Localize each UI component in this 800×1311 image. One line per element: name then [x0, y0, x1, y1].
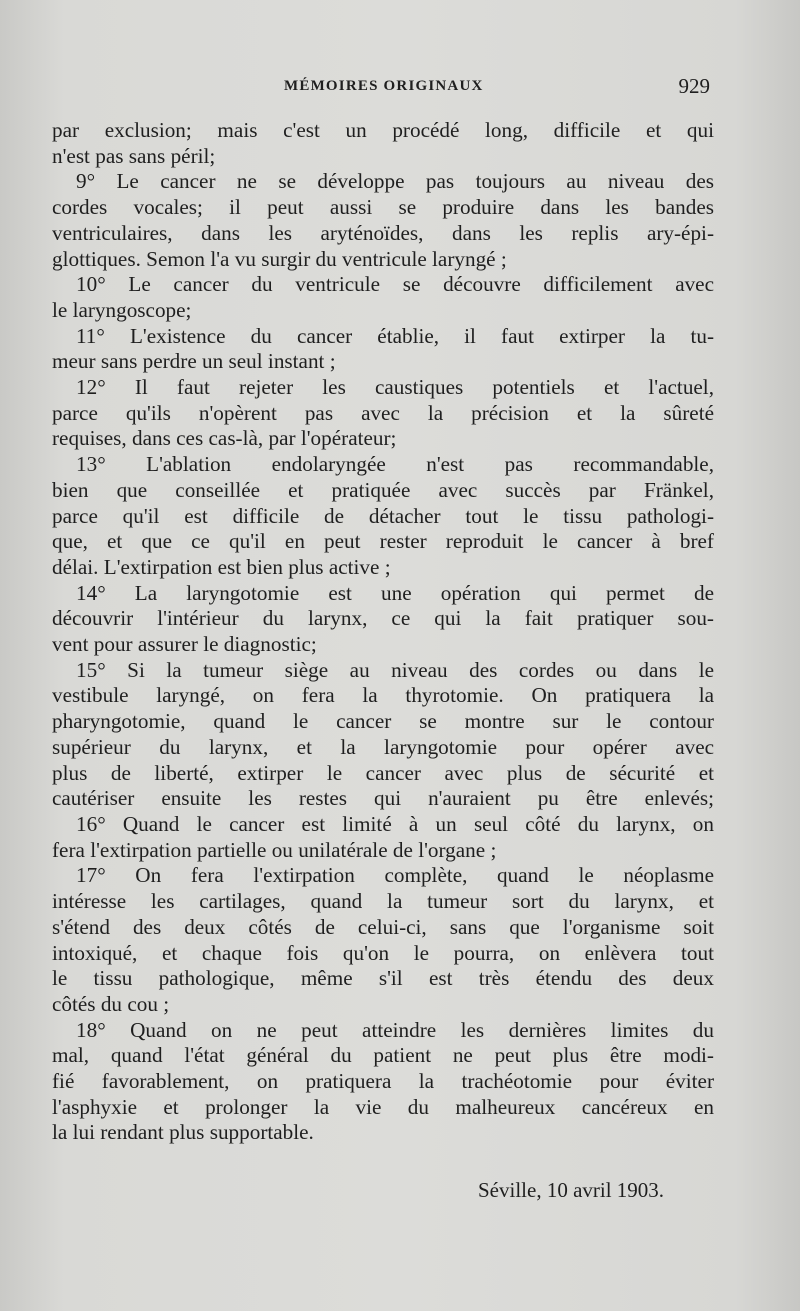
text-line: côtés du cou ;	[52, 991, 170, 1016]
text-line: par exclusion; mais c'est un procédé long, difficile et qui	[52, 118, 714, 142]
text-line: le tissu pathologique, même s'il est très étendu des deux	[52, 966, 714, 991]
text-line: le laryngoscope;	[52, 297, 192, 322]
text-line: 11° L'existence du cancer établie, il faut extirper la tu-	[76, 323, 714, 348]
text-line: découvrir l'intérieur du larynx, ce qui la fait pratiquer sou-	[52, 606, 714, 631]
text-line: glottiques. Semon l'a vu surgir du ventricule laryngé ;	[52, 246, 507, 271]
signature-date: Séville, 10 avril 1903.	[478, 1178, 665, 1202]
text-line: plus de liberté, extirper le cancer avec plus de sécurité et	[52, 760, 714, 785]
text-line: 9° Le cancer ne se développe pas toujours au niveau des	[76, 169, 714, 194]
text-line: pharyngotomie, quand le cancer se montre sur le contour	[52, 709, 714, 734]
text-line: cautériser ensuite les restes qui n'auraient pu être enlevés;	[52, 786, 714, 811]
text-line: 14° La laryngotomie est une opération qui permet de	[76, 580, 714, 605]
text-line: 17° On fera l'extirpation complète, quand le néoplasme	[76, 863, 714, 888]
text-line: fié favorablement, on pratiquera la trachéotomie pour éviter	[52, 1069, 714, 1094]
text-line: meur sans perdre un seul instant ;	[52, 349, 336, 374]
text-line: requises, dans ces cas-là, par l'opérateur;	[52, 426, 397, 451]
text-line: supérieur du larynx, et la laryngotomie pour opérer avec	[52, 734, 714, 759]
text-line: intoxiqué, et chaque fois qu'on le pourra, on enlèvera tout	[52, 940, 714, 965]
text-line: cordes vocales; il peut aussi se produire dans les bandes	[52, 195, 714, 220]
text-line: s'étend des deux côtés de celui-ci, sans que l'organisme soit	[52, 914, 714, 939]
running-title: MÉMOIRES ORIGINAUX	[284, 78, 484, 94]
text-line: 18° Quand on ne peut atteindre les dernières limites du	[76, 1017, 714, 1042]
text-line: mal, quand l'état général du patient ne peut plus être modi-	[52, 1043, 714, 1068]
text-line: 13° L'ablation endolaryngée n'est pas recommandable,	[76, 452, 714, 477]
page-header	[52, 74, 712, 102]
text-line: la lui rendant plus supportable.	[52, 1120, 314, 1145]
text-line: parce qu'il est difficile de détacher tout le tissu pathologi-	[52, 503, 714, 528]
text-line: fera l'extirpation partielle ou unilatérale de l'organe ;	[52, 837, 497, 862]
text-line: bien que conseillée et pratiquée avec succès par Fränkel,	[52, 477, 714, 502]
text-line: 16° Quand le cancer est limité à un seul côté du larynx, on	[76, 811, 714, 836]
text-line: n'est pas sans péril;	[52, 143, 216, 168]
body-text	[52, 118, 714, 1146]
text-line: vent pour assurer le diagnostic;	[52, 632, 317, 657]
text-line: délai. L'extirpation est bien plus active ;	[52, 554, 391, 579]
text-line: 12° Il faut rejeter les caustiques potentiels et l'actuel,	[76, 375, 714, 400]
page-number: 929	[678, 74, 710, 98]
text-line: vestibule laryngé, on fera la thyrotomie. On pratiquera la	[52, 683, 714, 708]
text-line: que, et que ce qu'il en peut rester reproduit le cancer à bref	[52, 529, 714, 554]
text-line: parce qu'ils n'opèrent pas avec la précision et la sûreté	[52, 400, 714, 425]
text-line: 10° Le cancer du ventricule se découvre difficilement avec	[76, 272, 714, 297]
text-line: ventriculaires, dans les aryténoïdes, dans les replis ary-épi-	[52, 220, 714, 245]
text-line: 15° Si la tumeur siège au niveau des cordes ou dans le	[76, 657, 714, 682]
text-line: intéresse les cartilages, quand la tumeur sort du larynx, et	[52, 889, 714, 914]
text-line: l'asphyxie et prolonger la vie du malheureux cancéreux en	[52, 1094, 714, 1119]
